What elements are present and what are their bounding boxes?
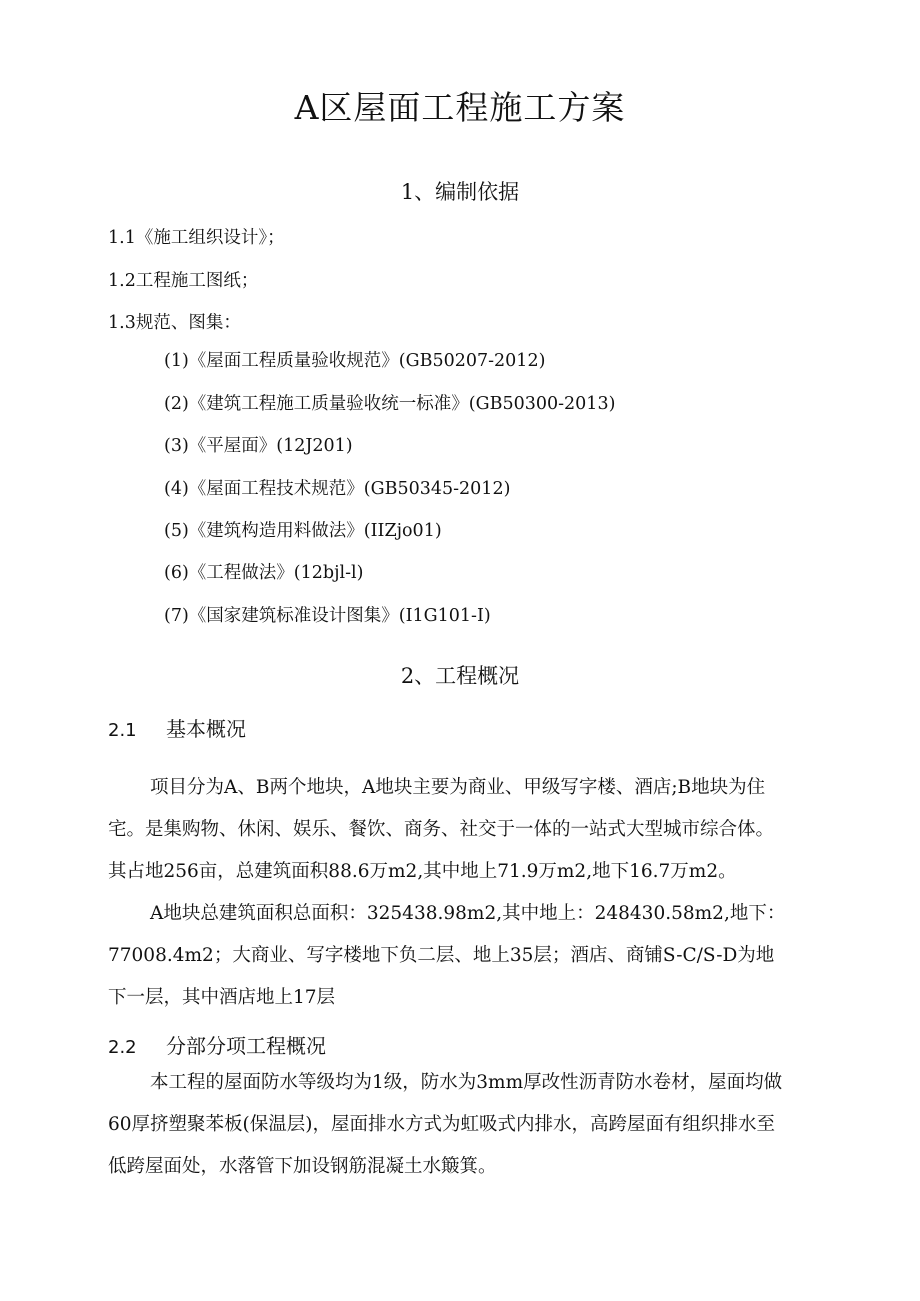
subsection-number: 2.2: [108, 1037, 137, 1058]
reference-item: (6)《工程做法》(12bjl-l): [164, 563, 364, 583]
paragraph-line: 其占地256亩，总建筑面积88.6万m2,其中地上71.9万m2,地下16.7万m2。: [108, 861, 737, 882]
reference-item: (1)《屋面工程质量验收规范》(GB50207-2012): [164, 351, 546, 371]
paragraph-project-overview: [108, 767, 830, 893]
reference-item: (7)《国家建筑标准设计图集》(I1G101-I): [164, 606, 491, 626]
paragraph-line: 本工程的屋面防水等级均为1级，防水为3mm厚改性沥青防水卷材，屋面均做: [150, 1072, 783, 1093]
reference-item: (4)《屋面工程技术规范》(GB50345-2012): [164, 479, 511, 499]
section-1-heading: 1、编制依据: [400, 180, 520, 204]
paragraph-line: 60厚挤塑聚苯板(保温层)，屋面排水方式为虹吸式内排水，高跨屋面有组织排水至: [108, 1114, 775, 1135]
paragraph-line: 77008.4m2；大商业、写字楼地下负二层、地上35层；酒店、商铺S-C/S-D为地: [108, 945, 775, 966]
document-title: A区屋面工程施工方案: [294, 88, 626, 127]
subsection-title: 基本概况: [166, 717, 246, 741]
paragraph-line: 宅。是集购物、休闲、娱乐、餐饮、商务、社交于一体的一站式大型城市综合体。: [108, 819, 775, 840]
list-item: 1.3规范、图集：: [108, 313, 241, 333]
list-item: 1.2工程施工图纸；: [108, 271, 259, 291]
paragraph-roof-works: [108, 1062, 830, 1188]
subsection-2-2-heading: [108, 1030, 326, 1059]
paragraph-area-a: [108, 893, 830, 1019]
reference-item: (5)《建筑构造用料做法》(IIZjo01): [164, 521, 442, 541]
reference-item: (2)《建筑工程施工质量验收统一标准》(GB50300-2013): [164, 394, 616, 414]
subsection-number: 2.1: [108, 720, 137, 741]
list-item: 1.1《施工组织设计》；: [108, 228, 285, 248]
subsection-2-1-heading: [108, 713, 246, 742]
subsection-title: 分部分项工程概况: [166, 1034, 326, 1058]
reference-item: (3)《平屋面》(12J201): [164, 436, 353, 456]
section-2-heading: 2、工程概况: [400, 664, 520, 688]
paragraph-line: A地块总建筑面积总面积：325438.98m2,其中地上：248430.58m2,地下：: [150, 903, 786, 924]
paragraph-line: 低跨屋面处，水落管下加设钢筋混凝土水簸箕。: [108, 1156, 497, 1177]
paragraph-line: 下一层，其中酒店地上17层: [108, 987, 336, 1008]
paragraph-line: 项目分为A、B两个地块，A地块主要为商业、甲级写字楼、酒店;B地块为住: [150, 777, 766, 798]
